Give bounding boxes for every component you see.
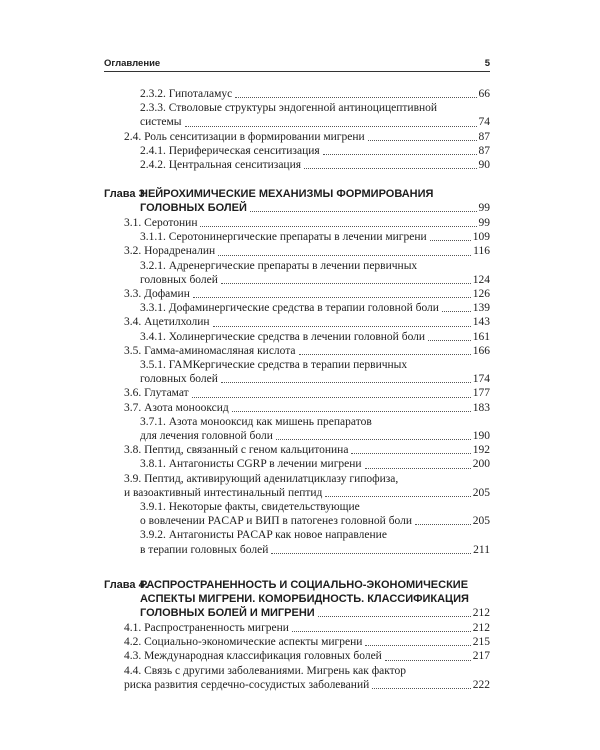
toc-entry: [104, 386, 490, 400]
toc-chapter-3: [104, 187, 490, 557]
toc-entry-page: 174: [472, 373, 490, 386]
toc-entry-page: 66: [478, 88, 490, 100]
toc-entry: [104, 216, 490, 230]
toc-entry-line: 3.1. Серотонин: [124, 217, 198, 229]
toc-entry: [104, 87, 490, 101]
leader-dots: [351, 452, 470, 454]
header-page-number: 5: [484, 58, 490, 69]
toc-entry-page: 143: [472, 316, 490, 329]
toc-entry: [104, 287, 490, 301]
chapter-title-line: ГОЛОВНЫХ БОЛЕЙ И МИГРЕНИ: [140, 607, 315, 619]
leader-dots: [271, 552, 471, 554]
toc-chapter-4: [104, 578, 490, 692]
toc-entry-page: 139: [472, 302, 490, 315]
toc-entry: [104, 344, 490, 358]
toc-section-intro: [104, 87, 490, 172]
toc-entry-page: 74: [478, 116, 490, 129]
leader-dots: [325, 495, 470, 497]
leader-dots: [218, 254, 471, 256]
toc-entry: [104, 415, 490, 443]
toc-entry-line: 4.2. Социально-экономические аспекты мигрени: [124, 636, 363, 649]
chapter-title: [140, 578, 490, 620]
leader-dots: [292, 630, 471, 632]
leader-dots: [430, 239, 471, 241]
toc-entry: [104, 130, 490, 144]
toc-entry-page: 211: [473, 543, 490, 556]
leader-dots: [235, 96, 476, 98]
header-rule: [104, 71, 490, 72]
toc-entry-page: 212: [472, 622, 490, 634]
toc-entry-page: 90: [478, 159, 490, 172]
toc-entry-page: 177: [472, 387, 490, 400]
toc-entry-page: 124: [472, 273, 490, 286]
toc-entry-page: 99: [478, 217, 490, 229]
toc-entry-line: 3.7.1. Азота монооксид как мишень препаратов: [140, 415, 372, 428]
toc-entry-line: для лечения головной боли: [140, 430, 273, 443]
toc-entry: [104, 401, 490, 415]
toc-entry-page: 217: [472, 650, 490, 663]
toc-entry-line: 3.4.1. Холинергические средства в лечении головной боли: [140, 330, 426, 343]
toc-entry-page: 192: [472, 444, 490, 457]
leader-dots: [221, 381, 471, 383]
toc-entry-line: 3.1.1. Серотонинергические препараты в лечении мигрени: [140, 231, 427, 244]
toc-entry: [104, 457, 490, 471]
leader-dots: [442, 310, 471, 312]
toc-entry-page: 116: [473, 245, 490, 258]
leader-dots: [276, 438, 471, 440]
toc-entry: [104, 230, 490, 244]
chapter-title-line: АСПЕКТЫ МИГРЕНИ. КОМОРБИДНОСТЬ. КЛАССИФИКАЦИЯ: [140, 593, 469, 605]
toc-entry-line: 2.3.3. Стволовые структуры эндогенной антиноцицептивной: [140, 102, 438, 115]
leader-dots: [213, 325, 471, 327]
toc-entry-page: 205: [472, 486, 490, 499]
chapter-page: 212: [472, 607, 490, 619]
chapter-heading: [104, 578, 490, 620]
leader-dots: [304, 167, 476, 169]
toc-entry-line: 4.3. Международная классификация головных болей: [124, 650, 382, 663]
toc-entry: [104, 664, 490, 692]
toc-entry-page: 109: [472, 231, 490, 244]
toc-entry-line: о вовлечении PACAP и ВИП в патогенез головной боли: [140, 515, 413, 528]
leader-dots: [221, 282, 471, 284]
leader-dots: [415, 523, 471, 525]
toc-entry-page: 190: [472, 430, 490, 443]
leader-dots: [232, 410, 471, 412]
toc-entry-page: 215: [472, 636, 490, 649]
toc-entry-line: 3.5. Гамма-аминомасляная кислота: [124, 344, 296, 357]
toc-entry-page: 183: [472, 401, 490, 414]
toc-entry: [104, 315, 490, 329]
toc-entry-line: 3.8. Пептид, связанный с геном кальцитонина: [124, 444, 349, 457]
toc-entry: [104, 500, 490, 528]
toc-entry-line: 3.4. Ацетилхолин: [124, 316, 210, 329]
toc-entry-line: 2.4. Роль сенситизации в формировании мигрени: [124, 130, 365, 143]
toc-entry-line: 3.9. Пептид, активирующий аденилатциклазу гипофиза,: [124, 472, 399, 485]
leader-dots: [299, 353, 471, 355]
leader-dots: [368, 139, 477, 141]
toc-entry-line: 2.3.2. Гипоталамус: [140, 88, 233, 100]
leader-dots: [200, 225, 476, 227]
chapter-title-line: РАСПРОСТРАНЕННОСТЬ И СОЦИАЛЬНО-ЭКОНОМИЧЕСКИЕ: [140, 579, 469, 591]
toc-entry-line: 3.3. Дофамин: [124, 288, 190, 301]
leader-dots: [250, 210, 477, 212]
chapter-heading: [104, 187, 490, 215]
toc-entry-line: системы: [140, 116, 182, 129]
running-header: [104, 56, 490, 72]
toc-entry-line: 3.2. Норадреналин: [124, 245, 216, 258]
toc-entry-line: 3.3.1. Дофаминергические средства в терапии головной боли: [140, 302, 439, 315]
leader-dots: [385, 659, 471, 661]
leader-dots: [365, 644, 470, 646]
toc-entry-page: 87: [478, 144, 490, 157]
toc-entry: [104, 443, 490, 457]
toc-entry-line: риска развития сердечно-сосудистых заболеваний: [124, 678, 370, 691]
chapter-title-line: ГОЛОВНЫХ БОЛЕЙ: [140, 202, 247, 214]
toc-entry-line: 3.9.1. Некоторые факты, свидетельствующие: [140, 501, 360, 514]
toc-entry: [104, 101, 490, 129]
toc-entry-page: 205: [472, 515, 490, 528]
chapter-title-line: НЕЙРОХИМИЧЕСКИЕ МЕХАНИЗМЫ ФОРМИРОВАНИЯ: [140, 188, 434, 200]
toc-entry-line: 3.6. Глутамат: [124, 387, 189, 400]
chapter-entries: [104, 621, 490, 692]
chapter-label: Глава 3.: [104, 188, 148, 200]
leader-dots: [193, 296, 471, 298]
leader-dots: [323, 153, 477, 155]
toc-entry: [104, 158, 490, 172]
toc-entry-line: 2.4.2. Центральная сенситизация: [140, 159, 302, 172]
leader-dots: [428, 339, 471, 341]
chapter-entries: [104, 216, 490, 557]
toc-entry: [104, 528, 490, 556]
header-title: Оглавление: [104, 58, 161, 69]
toc-entry-line: 3.7. Азота монооксид: [124, 401, 229, 414]
toc-entry-line: 3.5.1. ГАМКергические средства в терапии первичных: [140, 359, 408, 372]
chapter-page: 99: [478, 202, 490, 214]
leader-dots: [185, 125, 477, 127]
toc-entry: [104, 358, 490, 386]
chapter-label: Глава 4.: [104, 579, 148, 591]
toc-entry: [104, 635, 490, 649]
toc-entry-page: 126: [472, 288, 490, 301]
leader-dots: [318, 615, 471, 617]
toc-entry: [104, 330, 490, 344]
toc-entry-page: 161: [472, 330, 490, 343]
toc-entry-page: 166: [472, 344, 490, 357]
toc-entry: [104, 244, 490, 258]
chapter-title: [140, 187, 490, 215]
toc-entry-line: 4.1. Распространенность мигрени: [124, 622, 289, 634]
leader-dots: [192, 396, 471, 398]
toc-entry-line: 3.2.1. Адренергические препараты в лечении первичных: [140, 259, 418, 272]
toc-entry: [104, 621, 490, 635]
toc-entry-line: в терапии головных болей: [140, 543, 269, 556]
toc-entry-line: головных болей: [140, 273, 218, 286]
toc-entry-line: 4.4. Связь с другими заболеваниями. Мигрень как фактор: [124, 664, 407, 677]
toc-entry-page: 222: [472, 678, 490, 691]
toc-entry-line: и вазоактивный интестинальный пептид: [124, 486, 323, 499]
leader-dots: [372, 687, 470, 689]
toc-entry: [104, 472, 490, 500]
toc-entry: [104, 259, 490, 287]
toc-entry-page: 87: [478, 130, 490, 143]
toc-entry-line: 2.4.1. Периферическая сенситизация: [140, 144, 320, 157]
toc-entry-page: 200: [472, 458, 490, 471]
toc-entry: [104, 301, 490, 315]
toc-entry-line: 3.9.2. Антагонисты PACAP как новое направление: [140, 529, 387, 542]
toc-entry: [104, 144, 490, 158]
toc-entry-line: 3.8.1. Антагонисты CGRP в лечении мигрени: [140, 458, 362, 471]
toc-entry: [104, 649, 490, 663]
toc-entry-line: головных болей: [140, 373, 218, 386]
leader-dots: [365, 467, 471, 469]
